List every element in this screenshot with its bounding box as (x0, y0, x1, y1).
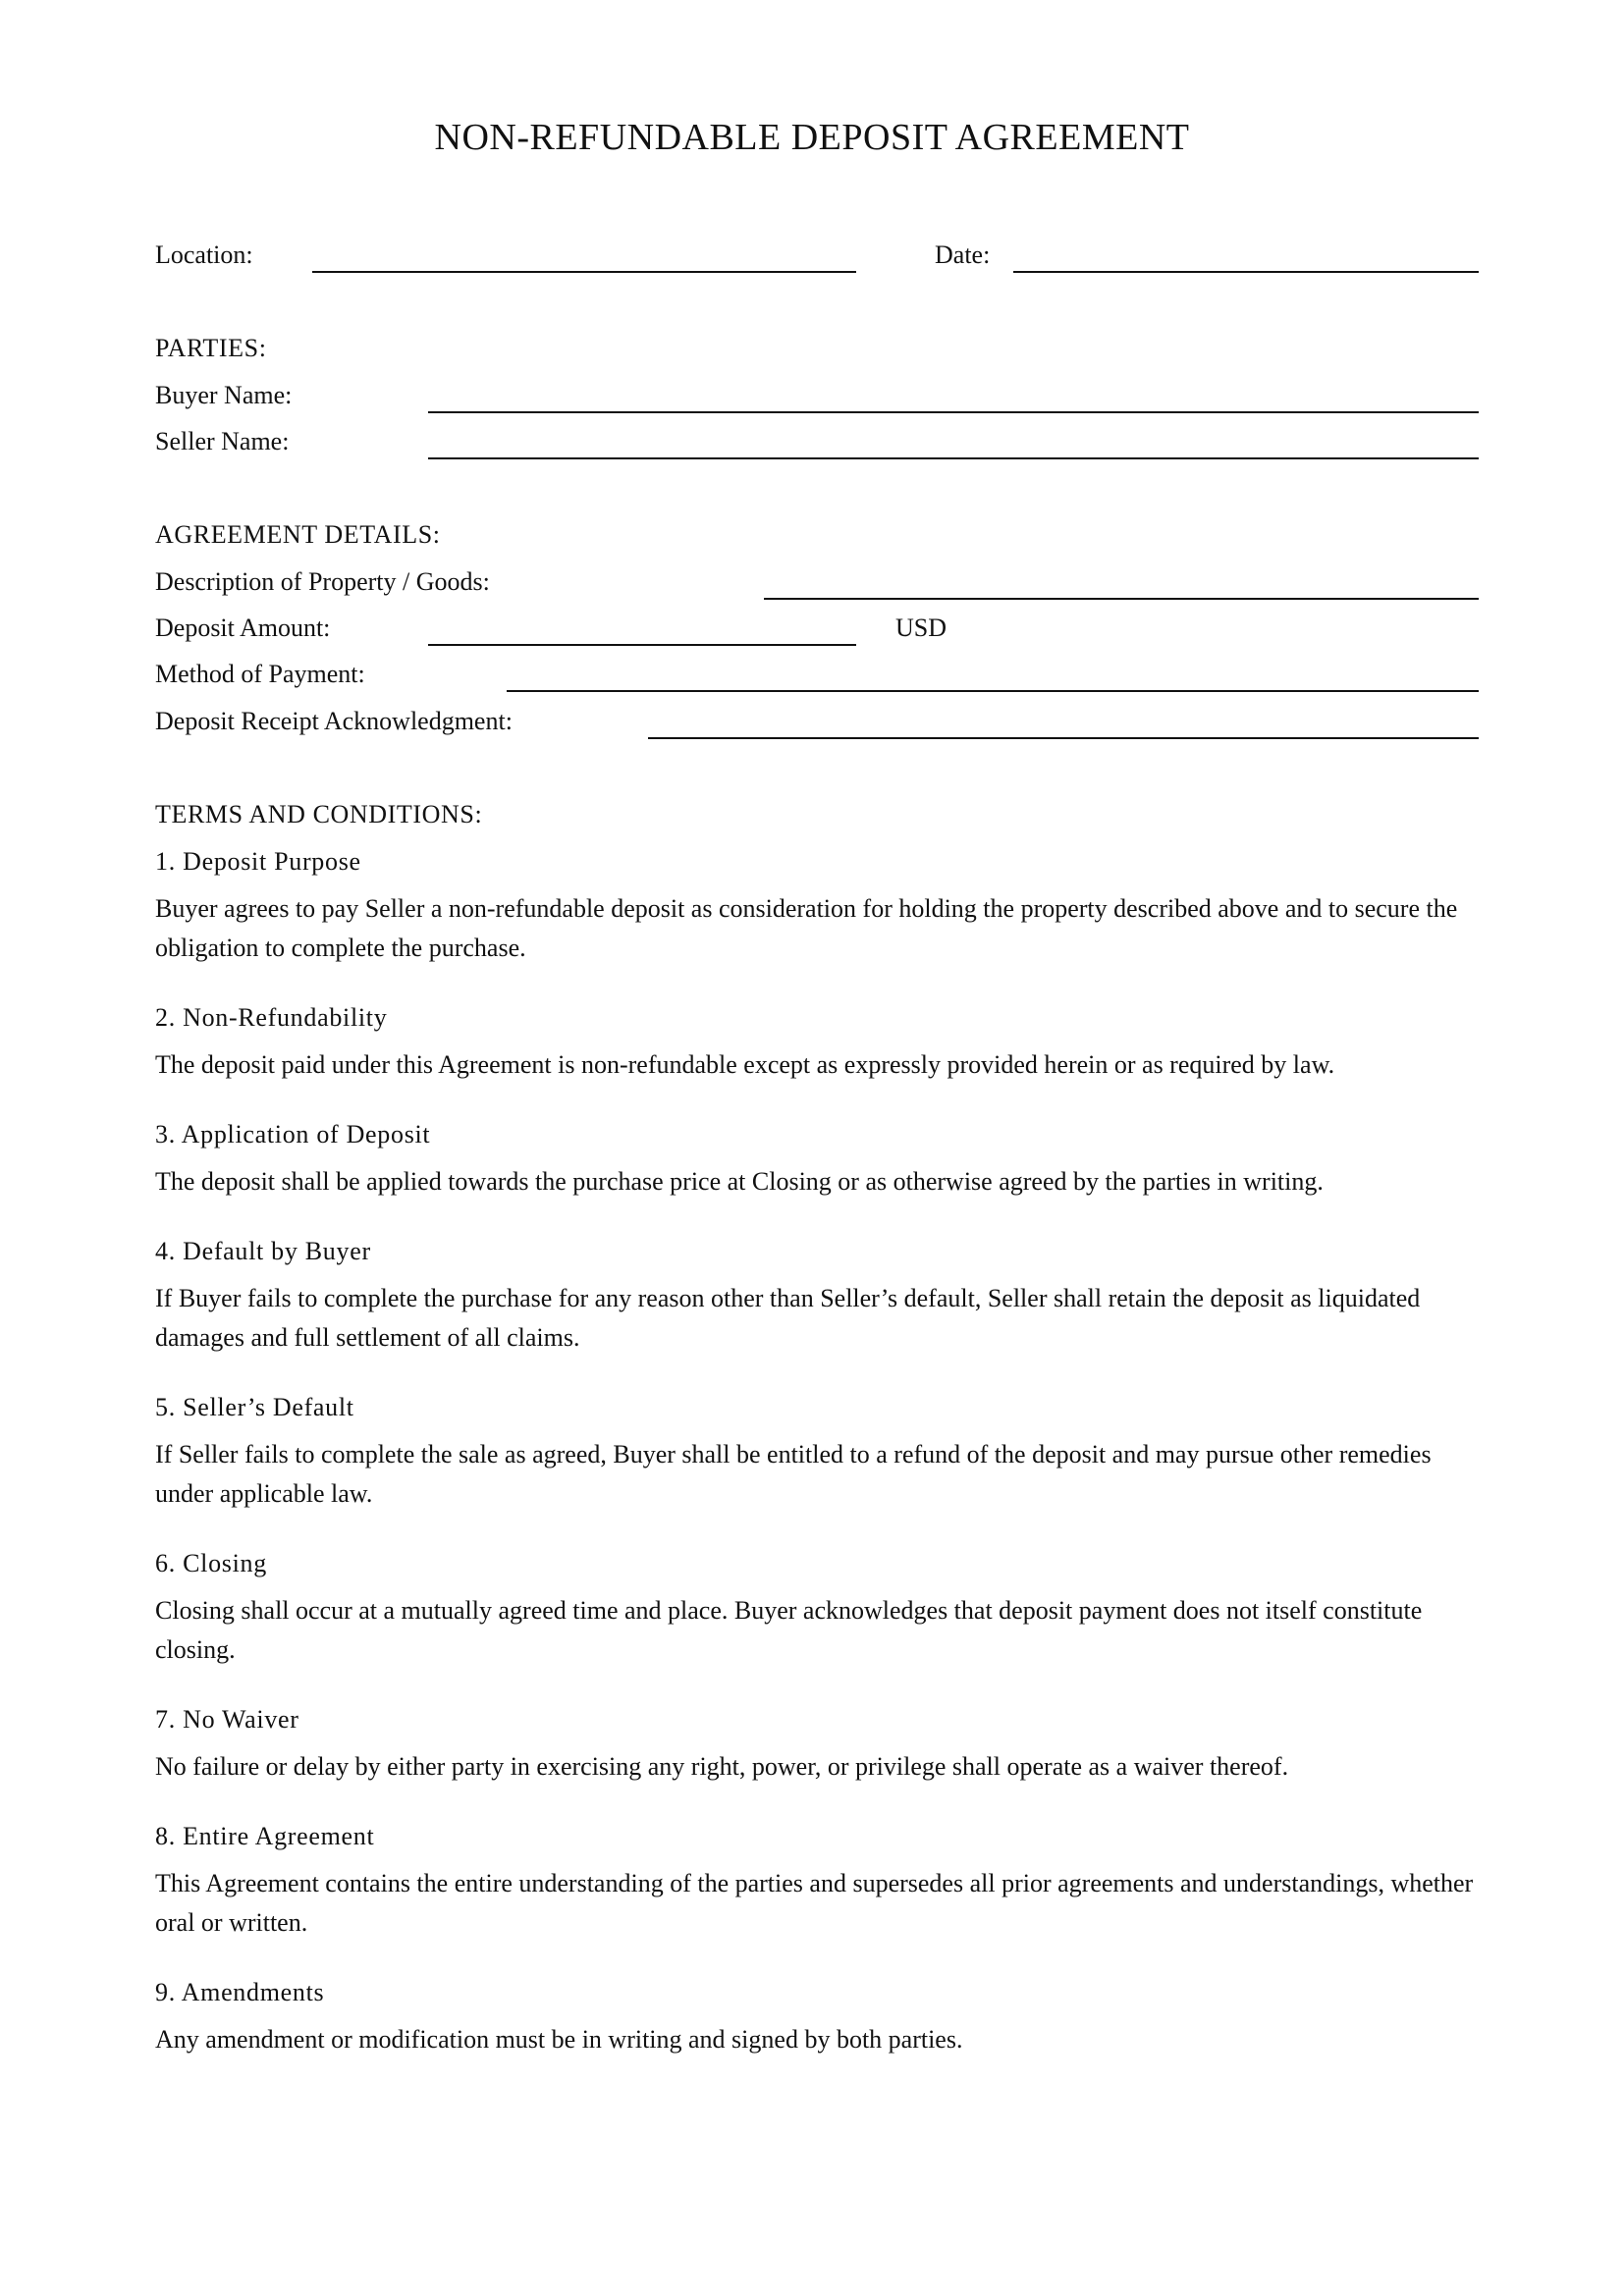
term-title: 5. Seller’s Default (155, 1393, 354, 1421)
term-title: 1. Deposit Purpose (155, 847, 361, 876)
term-body: If Seller fails to complete the sale as agreed, Buyer shall be entitled to a refund of the deposit and may pursue other remedies under applicable law. (155, 1440, 1432, 1508)
seller-name-label: Seller Name: (155, 427, 290, 455)
description-field[interactable] (764, 598, 1479, 600)
date-label: Date: (935, 240, 991, 269)
document-title: NON-REFUNDABLE DEPOSIT AGREEMENT (434, 117, 1190, 158)
agreement-details-heading: AGREEMENT DETAILS: (155, 520, 441, 549)
buyer-name-label: Buyer Name: (155, 381, 293, 409)
term-body: This Agreement contains the entire understanding of the parties and supersedes all prior agreements and understandings, whether oral or written. (155, 1869, 1474, 1937)
term-body: Closing shall occur at a mutually agreed time and place. Buyer acknowledges that deposit payment does not itself constitute closing. (155, 1596, 1423, 1664)
location-field[interactable] (312, 271, 856, 273)
term-title: 2. Non-Refundability (155, 1003, 388, 1032)
description-label: Description of Property / Goods: (155, 567, 490, 596)
term-title: 8. Entire Agreement (155, 1822, 375, 1850)
buyer-name-field[interactable] (428, 411, 1479, 413)
payment-method-label: Method of Payment: (155, 660, 365, 688)
term-body: The deposit paid under this Agreement is non-refundable except as expressly provided herein or as required by law. (155, 1050, 1335, 1079)
term-body: If Buyer fails to complete the purchase for any reason other than Seller’s default, Seller shall retain the deposit as liquidated damages and full settlement of all claims. (155, 1284, 1421, 1352)
terms-heading: TERMS AND CONDITIONS: (155, 800, 483, 828)
parties-heading: PARTIES: (155, 334, 267, 362)
currency-label: USD (895, 614, 947, 642)
term-body: Buyer agrees to pay Seller a non-refundable deposit as consideration for holding the property described above and to secure the obligation to complete the purchase. (155, 894, 1458, 962)
term-title: 3. Application of Deposit (155, 1120, 431, 1148)
payment-method-field[interactable] (507, 690, 1479, 692)
term-title: 4. Default by Buyer (155, 1237, 371, 1265)
term-body: No failure or delay by either party in exercising any right, power, or privilege shall operate as a waiver thereof. (155, 1752, 1289, 1781)
term-title: 9. Amendments (155, 1978, 325, 2006)
location-label: Location: (155, 240, 253, 269)
receipt-ack-label: Deposit Receipt Acknowledgment: (155, 707, 513, 735)
term-title: 7. No Waiver (155, 1705, 299, 1734)
term-body: Any amendment or modification must be in writing and signed by both parties. (155, 2025, 963, 2054)
date-field[interactable] (1013, 271, 1479, 273)
term-body: The deposit shall be applied towards the purchase price at Closing or as otherwise agreed by the parties in writing. (155, 1167, 1324, 1196)
receipt-ack-field[interactable] (648, 737, 1479, 739)
term-title: 6. Closing (155, 1549, 267, 1577)
deposit-amount-label: Deposit Amount: (155, 614, 331, 642)
seller-name-field[interactable] (428, 457, 1479, 459)
deposit-amount-field[interactable] (428, 644, 856, 646)
